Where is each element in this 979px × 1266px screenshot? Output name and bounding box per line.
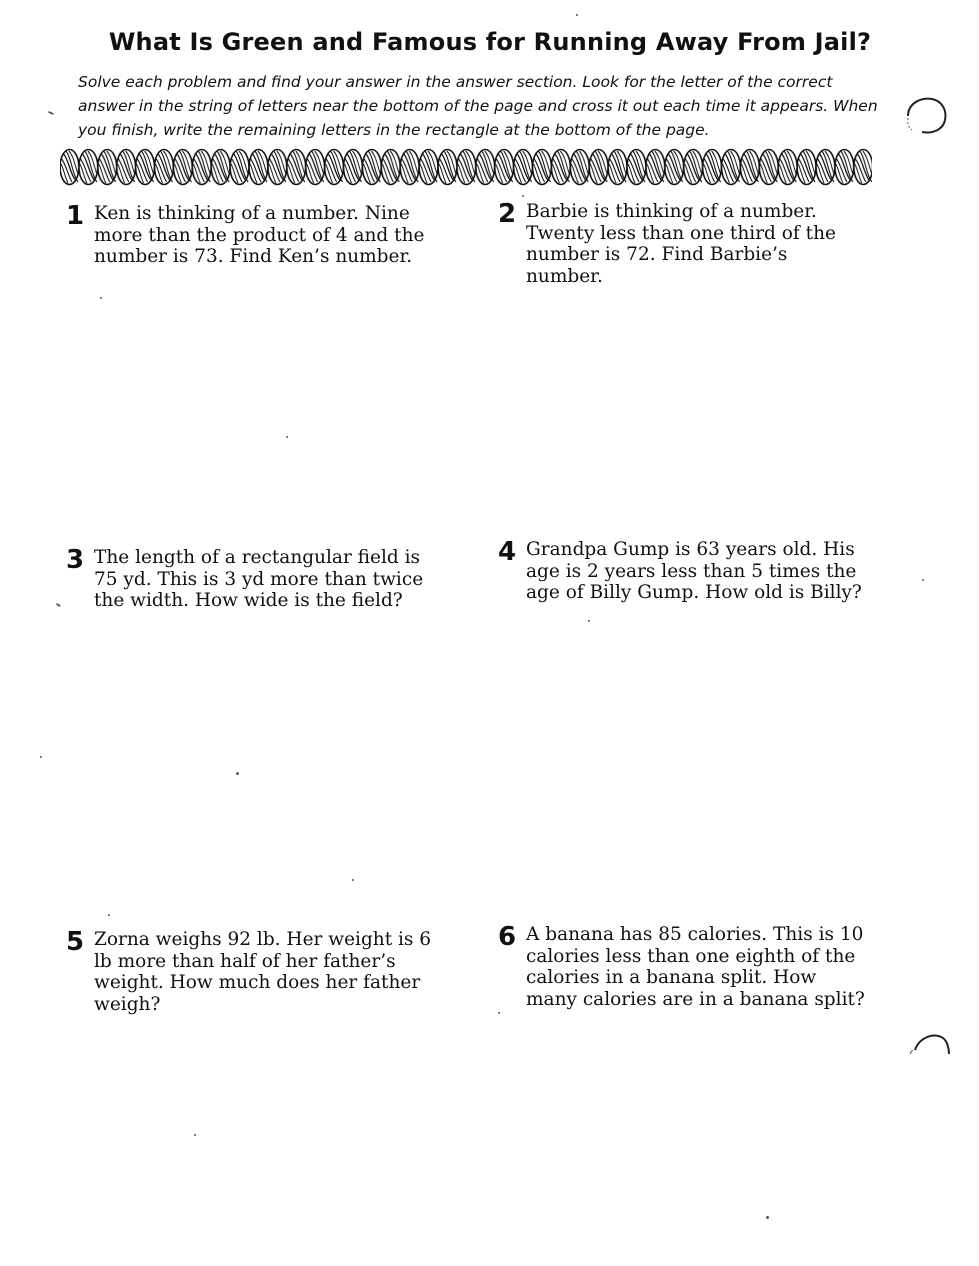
problem-number: 4 — [498, 537, 517, 567]
problem-number: 1 — [66, 201, 85, 231]
scan-speck — [108, 914, 110, 916]
problem-number: 6 — [498, 922, 517, 952]
scan-speck — [352, 879, 354, 881]
binder-hole-icon — [905, 1030, 953, 1060]
scan-speck — [286, 436, 288, 438]
problem-5 — [66, 929, 438, 1015]
scan-speck — [100, 297, 102, 299]
problem-text: Barbie is thinking of a number. Twenty less than one third of the number is 72. Find Barbie’s number. — [526, 201, 836, 287]
scan-speck — [56, 603, 61, 607]
scan-speck — [922, 579, 924, 581]
problem-4 — [498, 539, 870, 604]
problem-text: The length of a rectangular field is 75 yd. This is 3 yd more than twice the width. How wide is the field? — [94, 547, 424, 611]
scan-speck — [194, 1134, 196, 1136]
problem-text: Grandpa Gump is 63 years old. His age is 2 years less than 5 times the age of Billy Gump. How old is Billy? — [526, 539, 862, 603]
problem-number: 3 — [66, 545, 85, 575]
scan-speck — [48, 111, 54, 115]
worksheet-instructions: Solve each problem and find your answer in the answer section. Look for the letter of the correct answer in the string of letters near the bottom of the page and cross it out each time it appears. When you finish, write the remaining letters in the rectangle at the bottom of the page. — [78, 73, 878, 139]
worksheet-title: What Is Green and Famous for Running Away From Jail? — [108, 28, 872, 56]
problem-text: Ken is thinking of a number. Nine more than the product of 4 and the number is 73. Find Ken’s number. — [94, 203, 425, 267]
scan-speck — [40, 756, 42, 758]
problem-text: A banana has 85 calories. This is 10 calories less than one eighth of the calories in a banana split. How many calories are in a banana split? — [526, 924, 865, 1010]
problem-1 — [66, 203, 438, 268]
problem-number: 2 — [498, 199, 517, 229]
problem-6 — [498, 924, 870, 1010]
scan-speck — [766, 1216, 769, 1219]
twisted-rope-divider-icon — [60, 148, 872, 186]
problem-text: Zorna weighs 92 lb. Her weight is 6 lb more than half of her father’s weight. How much does her father weigh? — [94, 929, 432, 1015]
problem-3 — [66, 547, 438, 612]
scan-speck — [576, 14, 578, 16]
scan-speck — [498, 1012, 500, 1014]
problem-number: 5 — [66, 927, 85, 957]
problem-2 — [498, 201, 870, 287]
scan-speck — [236, 772, 239, 775]
scan-speck — [588, 620, 590, 622]
scan-speck — [522, 195, 524, 197]
binder-hole-icon — [900, 94, 950, 140]
